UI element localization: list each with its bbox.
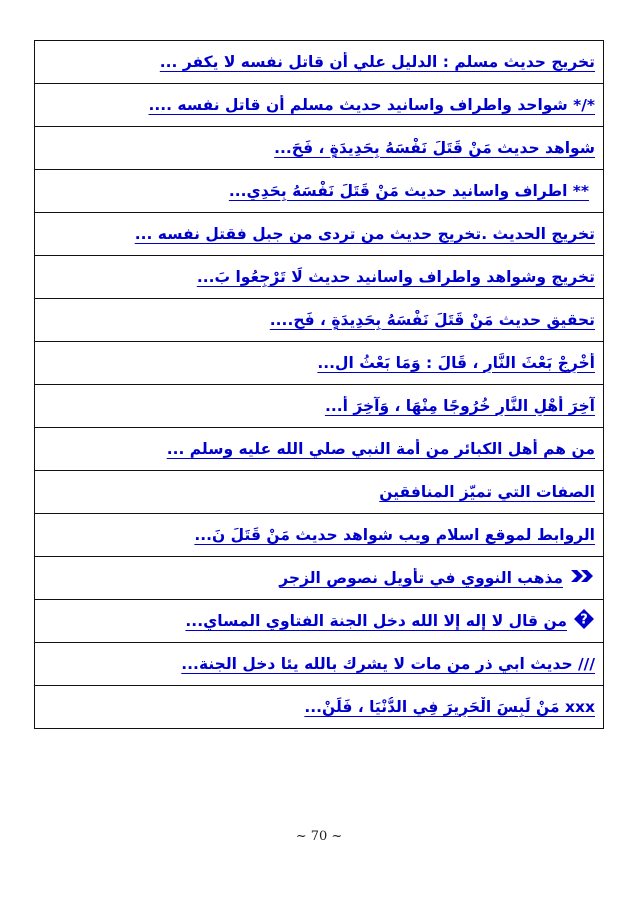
table-row bbox=[35, 256, 604, 299]
table-cell bbox=[35, 127, 604, 170]
table-cell bbox=[35, 342, 604, 385]
table-row bbox=[35, 342, 604, 385]
table-row bbox=[35, 600, 604, 643]
table-cell bbox=[35, 170, 604, 213]
table-cell bbox=[35, 299, 604, 342]
hadith-link-1[interactable]: تخريج حديث مسلم : الدليل علي أن قاتل نفسه لا يكفر ... bbox=[159, 53, 595, 71]
table-cell bbox=[35, 385, 604, 428]
table-row bbox=[35, 41, 604, 84]
hadith-link-13[interactable]: مذهب النووي في تأويل نصوص الزجر bbox=[279, 568, 563, 587]
question-diamond-icon bbox=[573, 608, 595, 635]
table-cell bbox=[35, 686, 604, 729]
hadith-link-9[interactable]: آخِرَ أَهْلِ النَّارِ خُرُوجًا مِنْهَا ، وَآخِرَ أ... bbox=[324, 397, 595, 415]
page-number: ~ 70 ~ bbox=[295, 829, 343, 844]
hadith-link-6[interactable]: تخريج وشواهد واطراف واسانيد حديث لَا تَرْجِعُوا بَ... bbox=[196, 268, 595, 286]
hadith-link-16[interactable]: xxx مَنْ لَبِسَ الْحَرِيرَ فِي الدُّنْيَا ، فَلَنْ... bbox=[304, 698, 595, 716]
table-row bbox=[35, 385, 604, 428]
table-cell bbox=[35, 213, 604, 256]
table-row bbox=[35, 471, 604, 514]
hadith-link-5[interactable]: تخريج الحديث .تخريج حديث من تردى من جبل فقتل نفسه ... bbox=[134, 225, 595, 243]
table-row bbox=[35, 127, 604, 170]
table-cell bbox=[35, 256, 604, 299]
table-cell bbox=[35, 514, 604, 557]
links-table bbox=[34, 40, 604, 729]
svg-text:?: ? bbox=[580, 612, 588, 627]
table-cell bbox=[35, 643, 604, 686]
table-row bbox=[35, 213, 604, 256]
table-row bbox=[35, 514, 604, 557]
table-row bbox=[35, 643, 604, 686]
hadith-link-14[interactable]: من قال لا إله إلا الله دخل الجنة الفتاوي المساي... bbox=[185, 611, 567, 630]
table-cell bbox=[35, 557, 604, 600]
table-cell bbox=[35, 84, 604, 127]
double-arrow-icon bbox=[569, 568, 595, 589]
table-cell bbox=[35, 600, 604, 643]
hadith-link-7[interactable]: تحقيق حديث مَنْ قَتَلَ نَفْسَهُ بِحَدِيدَةٍ ، فَح.... bbox=[269, 311, 595, 329]
hadith-link-4[interactable]: ** اطراف واسانيد حديث مَنْ قَتَلَ نَفْسَهُ بِحَدِي... bbox=[228, 182, 589, 200]
hadith-link-8[interactable]: أَخْرِجْ بَعْثَ النَّارِ ، قَالَ : وَمَا بَعْثُ ال... bbox=[317, 354, 595, 372]
table-row bbox=[35, 299, 604, 342]
hadith-link-15[interactable]: /// حديث ابي ذر من مات لا يشرك بالله يئا دخل الجنة... bbox=[181, 655, 595, 673]
hadith-link-10[interactable]: من هم أهل الكبائر من أمة النبي صلي الله عليه وسلم ... bbox=[166, 440, 595, 458]
hadith-link-12[interactable]: الروابط لموقع اسلام ويب شواهد حديث مَنْ قَتَلَ نَ... bbox=[194, 526, 595, 544]
table-row bbox=[35, 557, 604, 600]
hadith-link-2[interactable]: */* شواحد واطراف واسانيد حديث مسلم أن قاتل نفسه .... bbox=[148, 96, 595, 114]
table-row bbox=[35, 686, 604, 729]
table-cell bbox=[35, 41, 604, 84]
hadith-link-11[interactable]: الصفات التي تميّز المنافقين bbox=[379, 483, 595, 501]
hadith-link-14-wrapper bbox=[43, 608, 595, 635]
table-row bbox=[35, 84, 604, 127]
table-row bbox=[35, 428, 604, 471]
hadith-link-3[interactable]: شواهد حديث مَنْ قَتَلَ نَفْسَهُ بِحَدِيدَةٍ ، فَحَ... bbox=[274, 139, 595, 157]
table-cell bbox=[35, 471, 604, 514]
table-row bbox=[35, 170, 604, 213]
table-cell bbox=[35, 428, 604, 471]
hadith-link-13-wrapper bbox=[43, 568, 595, 589]
